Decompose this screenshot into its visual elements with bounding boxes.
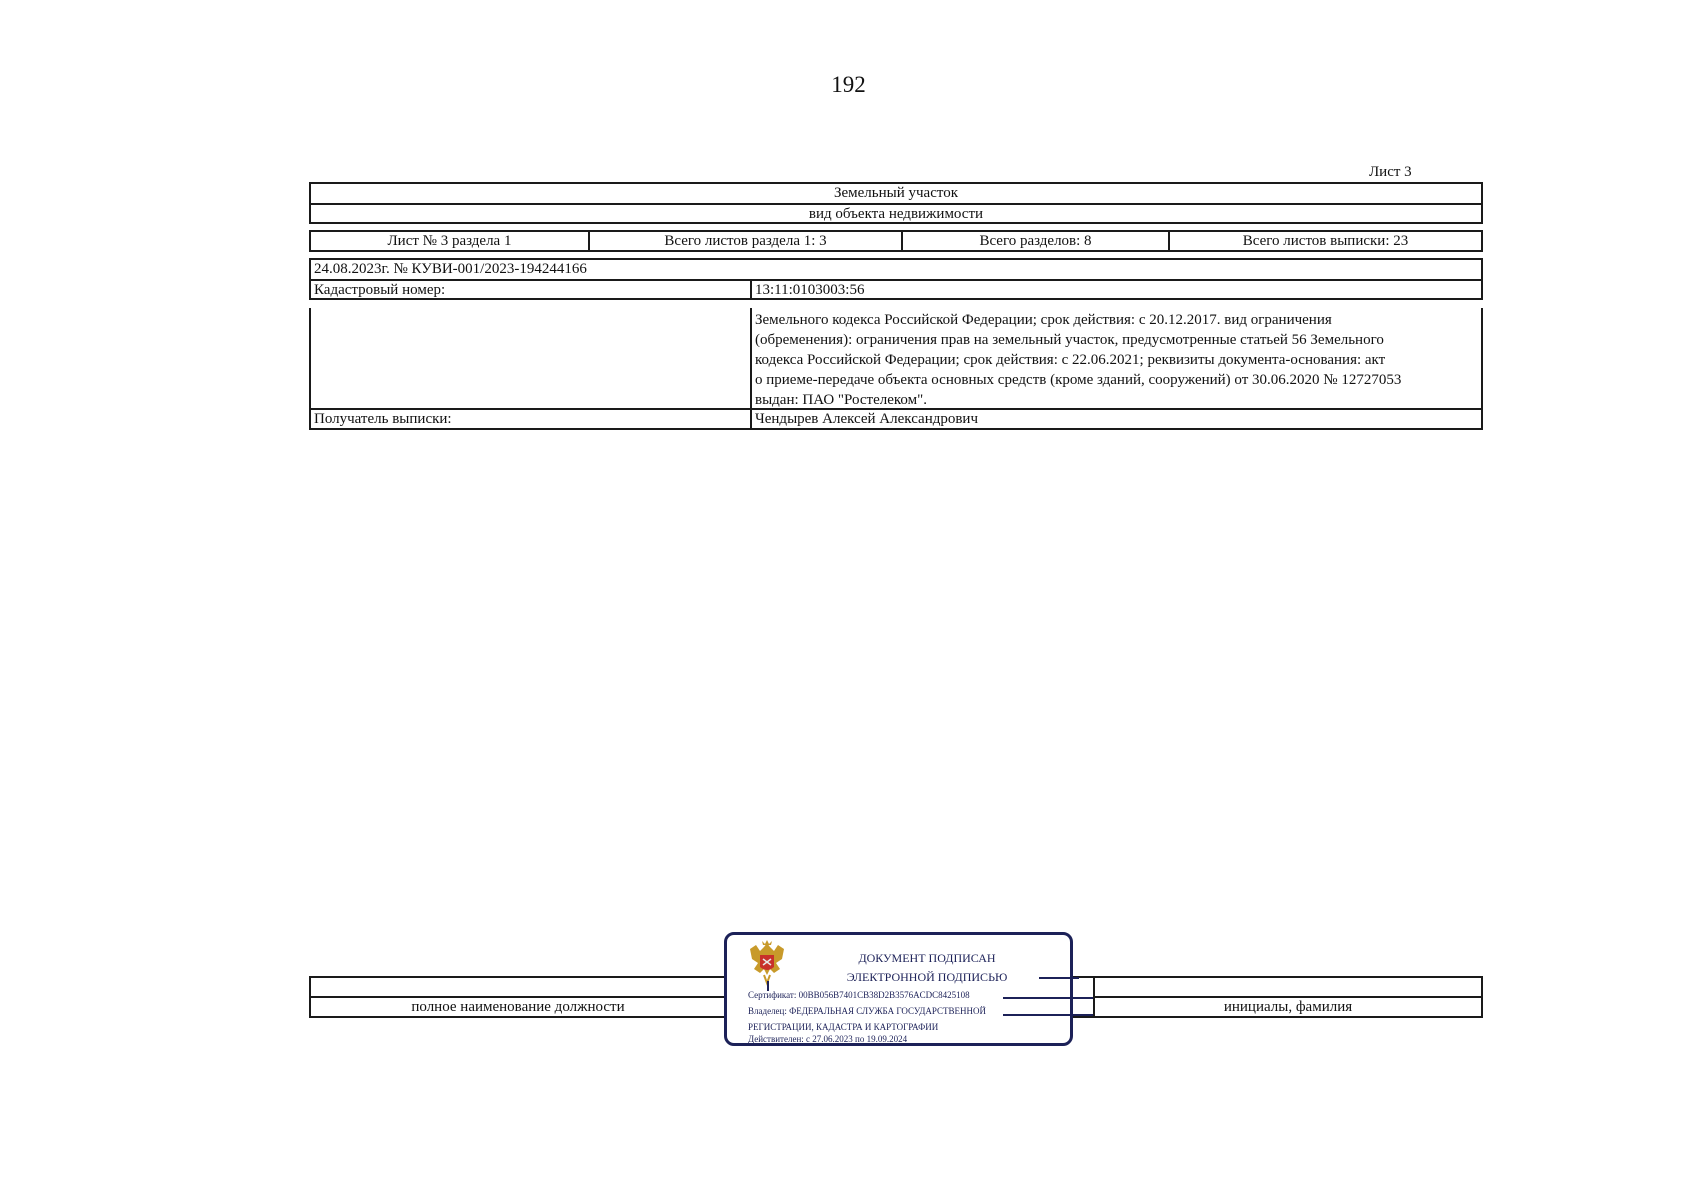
page-number: 192 xyxy=(831,72,866,97)
recipient-name: Чендырев Алексей Александрович xyxy=(755,411,979,427)
cadastral-number: 13:11:0103003:56 xyxy=(755,282,865,298)
text-line: (обременения): ограничения прав на земельный участок, предусмотренные статьей 56 Земельного xyxy=(755,332,1384,348)
name-caption: инициалы, фамилия xyxy=(1223,999,1353,1015)
position-caption: полное наименование должности xyxy=(411,999,625,1015)
text-line: выдан: ПАО "Ростелеком". xyxy=(755,392,927,408)
encumbrance-label-cell xyxy=(311,308,752,408)
total-sections: Всего разделов: 8 xyxy=(903,232,1170,250)
total-sheets-section: Всего листов раздела 1: 3 xyxy=(590,232,903,250)
document-info-table xyxy=(309,258,1483,300)
total-sheets-extract: Всего листов выписки: 23 xyxy=(1242,233,1409,249)
encumbrance-table xyxy=(309,308,1483,430)
sheet-label: Лист 3 xyxy=(1369,164,1412,180)
stamp-title-line1: ДОКУМЕНТ ПОДПИСАН xyxy=(858,951,996,965)
recipient-label: Получатель выписки: xyxy=(311,410,752,428)
document-date-number: 24.08.2023г. № КУВИ-001/2023-194244166 xyxy=(311,260,1481,281)
cadastral-label: Кадастровый номер: xyxy=(311,281,752,300)
stamp-owner-line2: РЕГИСТРАЦИИ, КАДАСТРА И КАРТОГРАФИИ xyxy=(748,1022,939,1032)
stamp-validity: Действителен: с 27.06.2023 по 19.09.2024 xyxy=(748,1034,908,1044)
stamp-title-line2: ЭЛЕКТРОННОЙ ПОДПИСЬЮ xyxy=(846,970,1008,984)
object-type-table xyxy=(309,182,1483,224)
sheet-info-table xyxy=(309,230,1483,252)
text-line: Земельного кодекса Российской Федерации; срок действия: с 20.12.2017. вид ограничения xyxy=(755,312,1332,328)
text-line: кодекса Российской Федерации; срок действия: с 22.06.2021; реквизиты документа-основания: акт xyxy=(755,352,1386,368)
electronic-signature-stamp xyxy=(724,932,1073,1046)
stamp-certificate: Сертификат: 00BB056B7401CB38D2B3576ACDC8425108 xyxy=(748,990,970,1000)
object-name: Земельный участок xyxy=(311,184,1481,205)
sheet-of-section: Лист № 3 раздела 1 xyxy=(311,232,590,250)
object-type-caption: вид объекта недвижимости xyxy=(808,206,984,222)
encumbrance-text xyxy=(752,308,1481,408)
stamp-owner-line1: Владелец: ФЕДЕРАЛЬНАЯ СЛУЖБА ГОСУДАРСТВЕННОЙ xyxy=(748,1006,987,1016)
text-line: о приеме-передаче объекта основных средств (кроме зданий, сооружений) от 30.06.2020 № 12727053 xyxy=(755,372,1402,388)
